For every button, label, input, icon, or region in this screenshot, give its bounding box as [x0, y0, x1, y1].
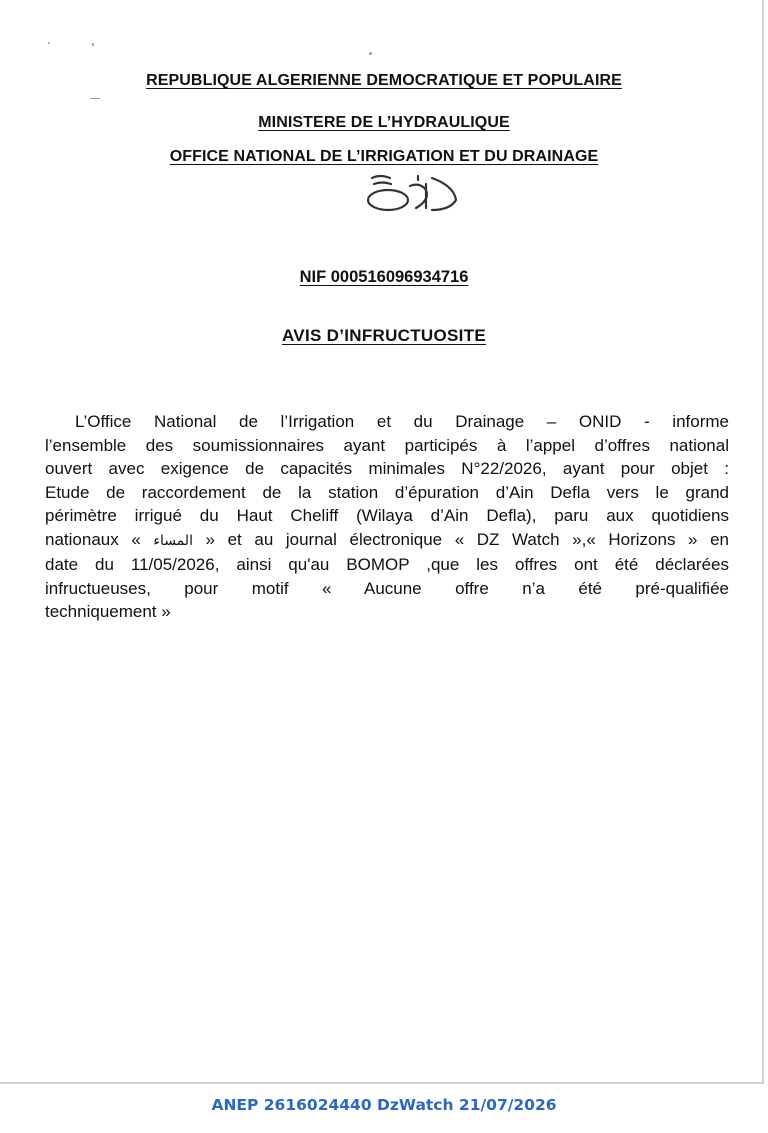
body-line: infructueuses, pour motif « Aucune offre n’a été pré-qualifiée — [45, 578, 729, 598]
header-republic: REPUBLIQUE ALGERIENNE DEMOCRATIQUE ET POPULAIRE — [146, 72, 622, 89]
scan-speck — [90, 98, 100, 99]
body-line: l’ensemble des soumissionnaires ayant participés à l’appel d’offres national — [45, 435, 729, 455]
header-ministry: MINISTERE DE L’HYDRAULIQUE — [258, 114, 510, 131]
body-line: L’Office National de l’Irrigation et du Drainage – ONID - informe — [75, 412, 729, 431]
body-line-part: nationaux « — [45, 529, 154, 549]
notice-body — [45, 410, 729, 624]
header-office: OFFICE NATIONAL DE L’IRRIGATION ET DU DRAINAGE — [169, 148, 599, 165]
nif-number: NIF 000516096934716 — [299, 268, 469, 286]
body-line: périmètre irrigué du Haut Cheliff (Wilaya d’Ain Defla), paru aux quotidiens — [45, 506, 729, 525]
body-line-part: » et au journal électronique « DZ Watch »,« Horizons » en — [192, 529, 729, 549]
scan-speck — [369, 52, 372, 55]
scan-speck — [92, 43, 94, 46]
body-line: Etude de raccordement de la station d’épuration d’Ain Defla vers le grand — [45, 482, 729, 502]
body-line: date du 11/05/2026, ainsi qu'au BOMOP ,que les offres ont été déclarées — [45, 555, 729, 574]
onid-logo-icon — [360, 170, 470, 216]
scan-speck — [48, 42, 50, 44]
body-line: ouvert avec exigence de capacités minimales N°22/2026, ayant pour objet : — [45, 459, 729, 478]
publication-footer: ANEP 2616024440 DzWatch 21/07/2026 — [211, 1096, 557, 1114]
newspaper-name-arabic: المساء — [153, 532, 193, 549]
body-line: techniquement » — [45, 602, 171, 621]
document-title: AVIS D’INFRUCTUOSITE — [281, 326, 487, 345]
body-line — [45, 528, 729, 554]
